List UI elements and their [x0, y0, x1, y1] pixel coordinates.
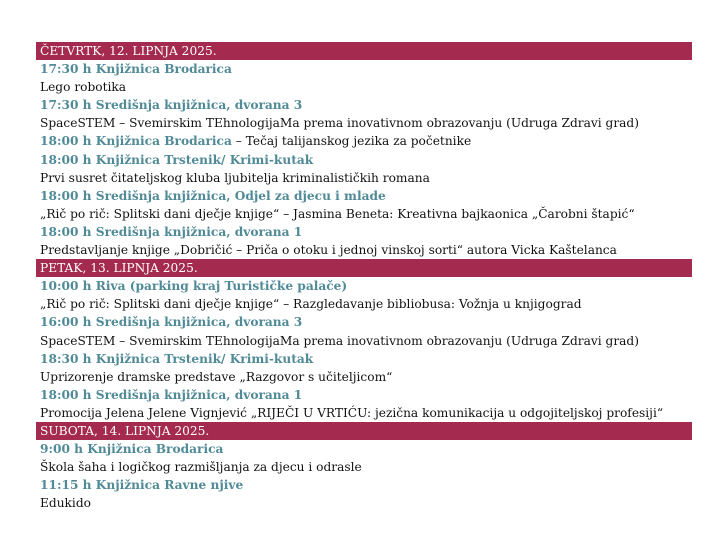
event-schedule	[36, 42, 692, 512]
event-time-location: 18:00 h Knjižnica Trstenik/ Krimi-kutak	[40, 152, 314, 167]
event-time-location: 17:30 h Knjižnica Brodarica	[40, 62, 232, 77]
event-description: „Rič po rič: Splitski dani dječje knjige“ – Razgledavanje bibliobusa: Vožnja u knjigograd	[40, 297, 582, 312]
event-time-location: 17:30 h Središnja knjižnica, dvorana 3	[40, 98, 303, 113]
event-description: Lego robotika	[40, 80, 127, 95]
event-description: „Rič po rič: Splitski dani dječje knjige“ – Jasmina Beneta: Kreativna bajkaonica „Čarobni štapić“	[40, 206, 635, 221]
event-description: SpaceSTEM – Svemirskim TEhnologijaMa prema inovativnom obrazovanju (Udruga Zdravi grad)	[40, 116, 639, 131]
event-description: – Tečaj talijanskog jezika za početnike	[231, 134, 472, 149]
event-description: Škola šaha i logičkog razmišljanja za djecu i odrasle	[40, 460, 362, 475]
event-description: Uprizorenje dramske predstave „Razgovor s učiteljicom“	[40, 369, 393, 384]
event-time-location: 18:00 h Knjižnica Brodarica	[40, 134, 232, 149]
event-time-location: 11:15 h Knjižnica Ravne njive	[40, 478, 244, 493]
event-description: SpaceSTEM – Svemirskim TEhnologijaMa prema inovativnom obrazovanju (Udruga Zdravi grad)	[40, 333, 639, 348]
day-header-saturday: SUBOTA, 14. LIPNJA 2025.	[36, 422, 692, 440]
event-combined-row	[36, 132, 692, 150]
event-time-location: 18:00 h Središnja knjižnica, Odjel za djecu i mlade	[40, 188, 386, 203]
event-time-location: 9:00 h Knjižnica Brodarica	[40, 442, 224, 457]
day-header-thursday: ČETVRTK, 12. LIPNJA 2025.	[36, 42, 692, 60]
event-time-location: 18:30 h Knjižnica Trstenik/ Krimi-kutak	[40, 351, 314, 366]
day-header-friday: PETAK, 13. LIPNJA 2025.	[36, 259, 692, 277]
event-description: Prvi susret čitateljskog kluba ljubitelja kriminalističkih romana	[40, 170, 430, 185]
event-description: Edukido	[40, 496, 91, 511]
event-description: Predstavljanje knjige „Dobričić – Priča o otoku i jednoj vinskoj sorti“ autora Vicka Kaštelanca	[40, 243, 617, 258]
event-time-location: 18:00 h Središnja knjižnica, dvorana 1	[40, 387, 303, 402]
event-time-location: 16:00 h Središnja knjižnica, dvorana 3	[40, 315, 303, 330]
event-time-location: 10:00 h Riva (parking kraj Turističke palače)	[40, 279, 348, 294]
event-time-location: 18:00 h Središnja knjižnica, dvorana 1	[40, 224, 303, 239]
event-description: Promocija Jelena Jelene Vignjević „RIJEČI U VRTIĆU: jezična komunikacija u odgojiteljskoj profesiji“	[40, 405, 664, 420]
